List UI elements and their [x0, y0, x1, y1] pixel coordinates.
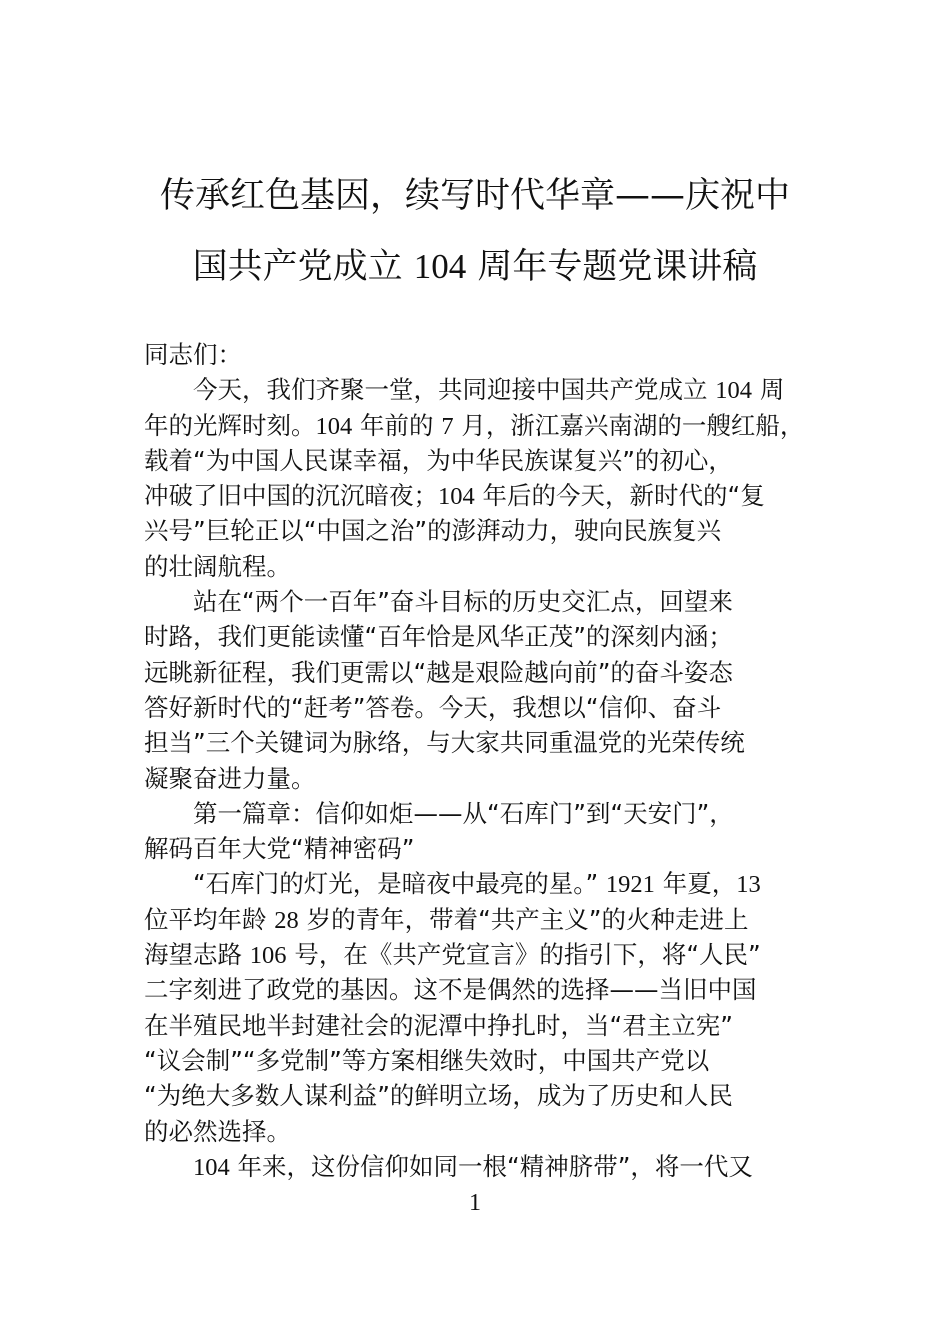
paragraph-line: 位平均年龄 28 岁的青年，带着“共产主义”的火种走进上 [144, 904, 749, 934]
salutation: 同志们： [144, 340, 242, 369]
paragraph-line: 兴号”巨轮正以“中国之治”的澎湃动力，驶向民族复兴 [144, 516, 722, 546]
paragraph-first-line: “石库门的灯光，是暗夜中最亮的星。” 1921 年夏，13 [193, 869, 761, 899]
paragraph-line: 的必然选择。 [144, 1116, 291, 1146]
paragraph-line: 的壮阔航程。 [144, 551, 291, 581]
paragraph-line: 载着“为中国人民谋幸福，为中华民族谋复兴”的初心， [144, 445, 733, 475]
paragraph-line: 担当”三个关键词为脉络，与大家共同重温党的光荣传统 [144, 728, 745, 758]
paragraph-first-line: 104 年来，这份信仰如同一根“精神脐带”，将一代又 [193, 1151, 753, 1181]
paragraph-line: 答好新时代的“赶考”答卷。今天，我想以“信仰、奋斗 [144, 692, 722, 722]
numeral: 104 [715, 377, 753, 405]
paragraph-first-line: 第一篇章：信仰如炬——从“石库门”到“天安门”， [193, 798, 734, 828]
paragraph-lines [144, 372, 844, 1184]
numeral: 104 [193, 1153, 230, 1181]
paragraph-line: 解码百年大党“精神密码” [144, 834, 415, 864]
paragraph-first-line: 站在“两个一百年”奋斗目标的历史交汇点，回望来 [193, 587, 733, 617]
paragraph-line: 远眺新征程，我们更需以“越是艰险越向前”的奋斗姿态 [144, 657, 733, 687]
paragraph-line: “议会制”“多党制”等方案相继失效时，中国共产党以 [144, 1045, 710, 1075]
numeral: 104 [438, 483, 475, 511]
paragraph-line: 二字刻进了政党的基因。这不是偶然的选择——当旧中国 [144, 975, 757, 1005]
document-body [144, 337, 844, 1184]
document-title-line-1: 传承红色基因，续写时代华章——庆祝中 [159, 176, 790, 216]
numeral: 7 [441, 412, 454, 440]
paragraph-line: 冲破了旧中国的沉沉暗夜；104 年后的今天，新时代的“复 [144, 481, 765, 511]
paragraph-line: “为绝大多数人谋利益”的鲜明立场，成为了历史和人民 [144, 1081, 733, 1111]
paragraph-line: 在半殖民地半封建社会的泥潭中挣扎时，当“君主立宪” [144, 1010, 733, 1040]
numeral: 13 [736, 871, 761, 899]
numeral: 106 [249, 942, 287, 970]
paragraph-line: 海望志路 106 号，在《共产党宣言》的指引下，将“人民” [144, 940, 761, 970]
numeral: 1921 [605, 871, 655, 899]
numeral: 28 [274, 906, 299, 934]
numeral: 104 [315, 412, 353, 440]
document-title-line-2: 国共产党成立 104 周年专题党课讲稿 [192, 247, 758, 287]
paragraph-first-line: 今天，我们齐聚一堂，共同迎接中国共产党成立 104 周 [193, 375, 785, 405]
page-number: 1 [469, 1190, 481, 1216]
paragraph-line: 凝聚奋进力量。 [144, 763, 316, 793]
paragraph-line: 年的光辉时刻。104 年前的 7 月，浙江嘉兴南湖的一艘红船， [144, 410, 805, 440]
numeral: 104 [413, 247, 467, 286]
paragraph-line: 时路，我们更能读懂“百年恰是风华正茂”的深刻内涵； [144, 622, 733, 652]
